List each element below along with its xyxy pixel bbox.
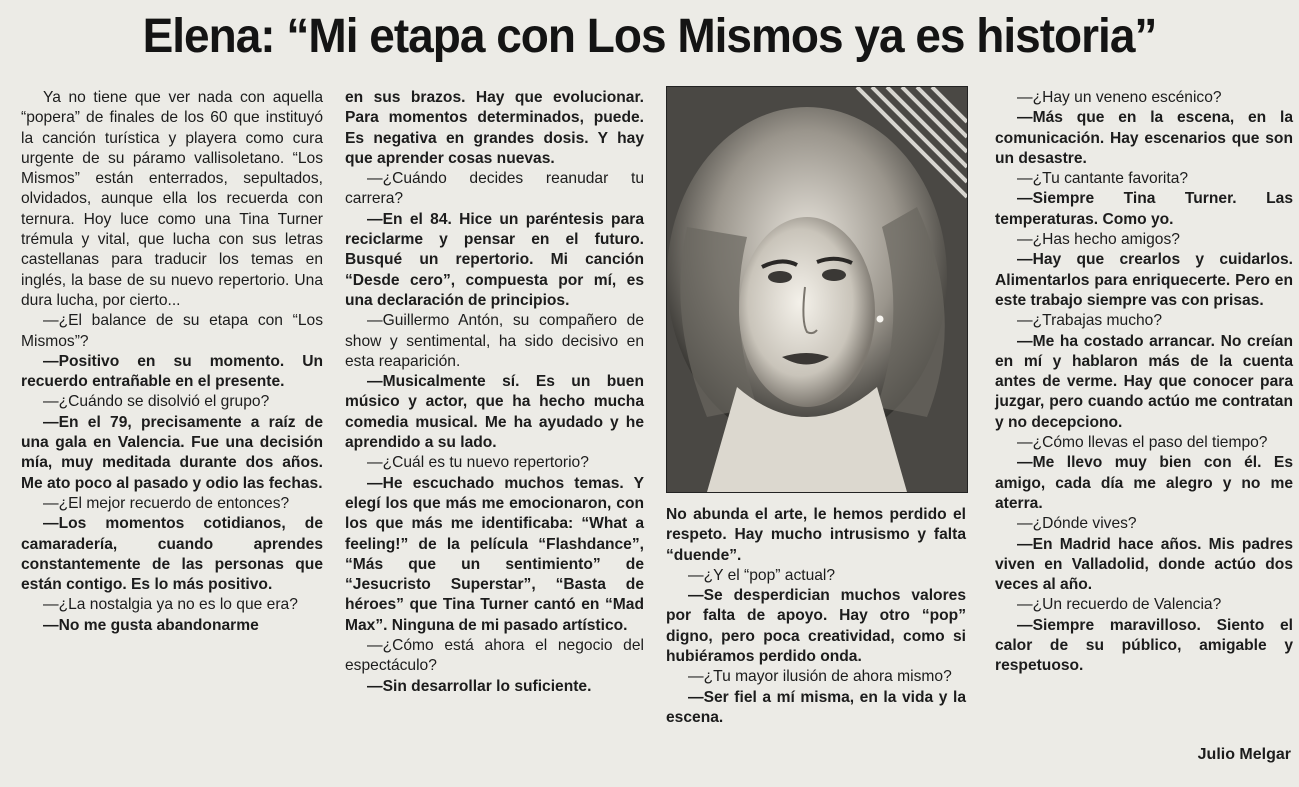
question-paragraph: —¿Y el “pop” actual? (688, 566, 836, 584)
byline-author: Julio Melgar (1197, 746, 1291, 763)
question-paragraph: —¿Cómo llevas el paso del tiempo? (1017, 434, 1268, 452)
question-paragraph: —¿Tu cantante favorita? (1017, 170, 1189, 188)
answer-paragraph: —Ser fiel a mí misma, en la vida y la escena. (666, 688, 966, 726)
answer-paragraph: —Los momentos cotidianos, de camaradería, cuando aprendes constantemente de las personas que están contigo. Es lo más positivo. (21, 515, 323, 594)
answer-paragraph: —En el 79, precisamente a raíz de una gala en Valencia. Fue una decisión mía, muy meditada durante dos años. Me ato poco al pasado y odio las fechas. (21, 413, 323, 492)
answer-paragraph: —Se desperdician muchos valores por falta de apoyo. Hay otro “pop” digno, pero poca creatividad, como si hubiéramos perdido onda. (666, 587, 966, 666)
answer-paragraph: —He escuchado muchos temas. Y elegí los que más me emocionaron, con los que más me identificaba: “What a feeling!” de la película “Flashdance”, “Más que un sentimiento” de “Jesucristo Superstar”, “Basta de héroes” que Tina Turner cantó en “Mad Max”. Ninguna de mi pasado artístico. (345, 474, 644, 634)
question-paragraph: —Guillermo Antón, su compañero de show y sentimental, ha sido decisivo en esta reaparición. (345, 312, 644, 370)
portrait-image (667, 87, 967, 492)
column-4 (995, 88, 1293, 677)
column-2 (345, 88, 644, 697)
question-paragraph: Ya no tiene que ver nada con aquella “popera” de finales de los 60 que instituyó la canción turística y playera como cura urgente de su páramo vallisoletano. “Los Mismos” están enterrados, sepultados, olvidados, aunque ella los recuerda con ternura. Hoy luce como una Tina Turner trémula y vital, que lucha con sus letras castellanas para traducir los temas en inglés, la base de su nuevo repertorio. Una dura lucha, por cierto... (21, 89, 323, 309)
column-1 (21, 88, 323, 636)
answer-paragraph: —Siempre Tina Turner. Las temperaturas. Como yo. (995, 190, 1293, 228)
answer-paragraph: —Hay que crearlos y cuidarlos. Alimentarlos para enriquecerte. Pero en este trabajo siempre vas con prisas. (995, 251, 1293, 309)
answer-paragraph: —Más que en la escena, en la comunicación. Hay escenarios que son un desastre. (995, 109, 1293, 167)
answer-paragraph: —En el 84. Hice un paréntesis para reciclarme y pensar en el futuro. Busqué un repertorio. Mi canción “Desde cero”, compuesta por mí, es una declaración de principios. (345, 210, 644, 309)
answer-paragraph: —No me gusta abandonarme (43, 616, 259, 634)
answer-paragraph: —Siempre maravilloso. Siento el calor de su público, amigable y respetuoso. (995, 616, 1293, 675)
question-paragraph: —¿Tu mayor ilusión de ahora mismo? (688, 668, 952, 686)
answer-paragraph: —Musicalmente sí. Es un buen músico y actor, que ha hecho mucha comedia musical. Me ha ayudado y he aprendido a su lado. (345, 373, 644, 452)
question-paragraph: —¿El mejor recuerdo de entonces? (43, 494, 290, 512)
question-paragraph: —¿El balance de su etapa con “Los Mismos”? (21, 312, 323, 350)
answer-paragraph: —Me llevo muy bien con él. Es amigo, cada día me alegro y no me aterra. (995, 454, 1293, 512)
answer-paragraph: No abunda el arte, le hemos perdido el respeto. Hay mucho intrusismo y falta “duende”. (666, 506, 966, 564)
question-paragraph: —¿La nostalgia ya no es lo que era? (43, 596, 298, 614)
question-paragraph: —¿Cuándo decides reanudar tu carrera? (345, 170, 644, 208)
answer-paragraph: —Sin desarrollar lo suficiente. (367, 677, 592, 695)
question-paragraph: —¿Has hecho amigos? (1017, 231, 1180, 249)
question-paragraph: —¿Cuándo se disolvió el grupo? (43, 393, 270, 411)
question-paragraph: —¿Dónde vives? (1017, 515, 1137, 533)
question-paragraph: —¿Cómo está ahora el negocio del espectáculo? (345, 637, 644, 675)
answer-paragraph: —Me ha costado arrancar. No creían en mí y hablaron más de la cuenta antes de verme. Hay que conocer para juzgar, pero cuando actúo me contratan y no decepciono. (995, 332, 1293, 431)
question-paragraph: —¿Hay un veneno escénico? (1017, 89, 1222, 106)
question-paragraph: —¿Cuál es tu nuevo repertorio? (367, 454, 589, 472)
headline: Elena: “Mi etapa con Los Mismos ya es historia” (142, 7, 1157, 63)
question-paragraph: —¿Trabajas mucho? (1017, 312, 1163, 330)
question-paragraph: —¿Un recuerdo de Valencia? (1017, 596, 1222, 614)
portrait-photo (666, 86, 968, 493)
column-3 (666, 505, 966, 728)
answer-paragraph: en sus brazos. Hay que evolucionar. Para momentos determinados, puede. Es negativa en grandes dosis. Y hay que aprender cosas nuevas. (345, 89, 644, 167)
answer-paragraph: —Positivo en su momento. Un recuerdo entrañable en el presente. (21, 352, 323, 391)
answer-paragraph: —En Madrid hace años. Mis padres viven en Valladolid, donde actúo dos veces al año. (995, 535, 1293, 594)
